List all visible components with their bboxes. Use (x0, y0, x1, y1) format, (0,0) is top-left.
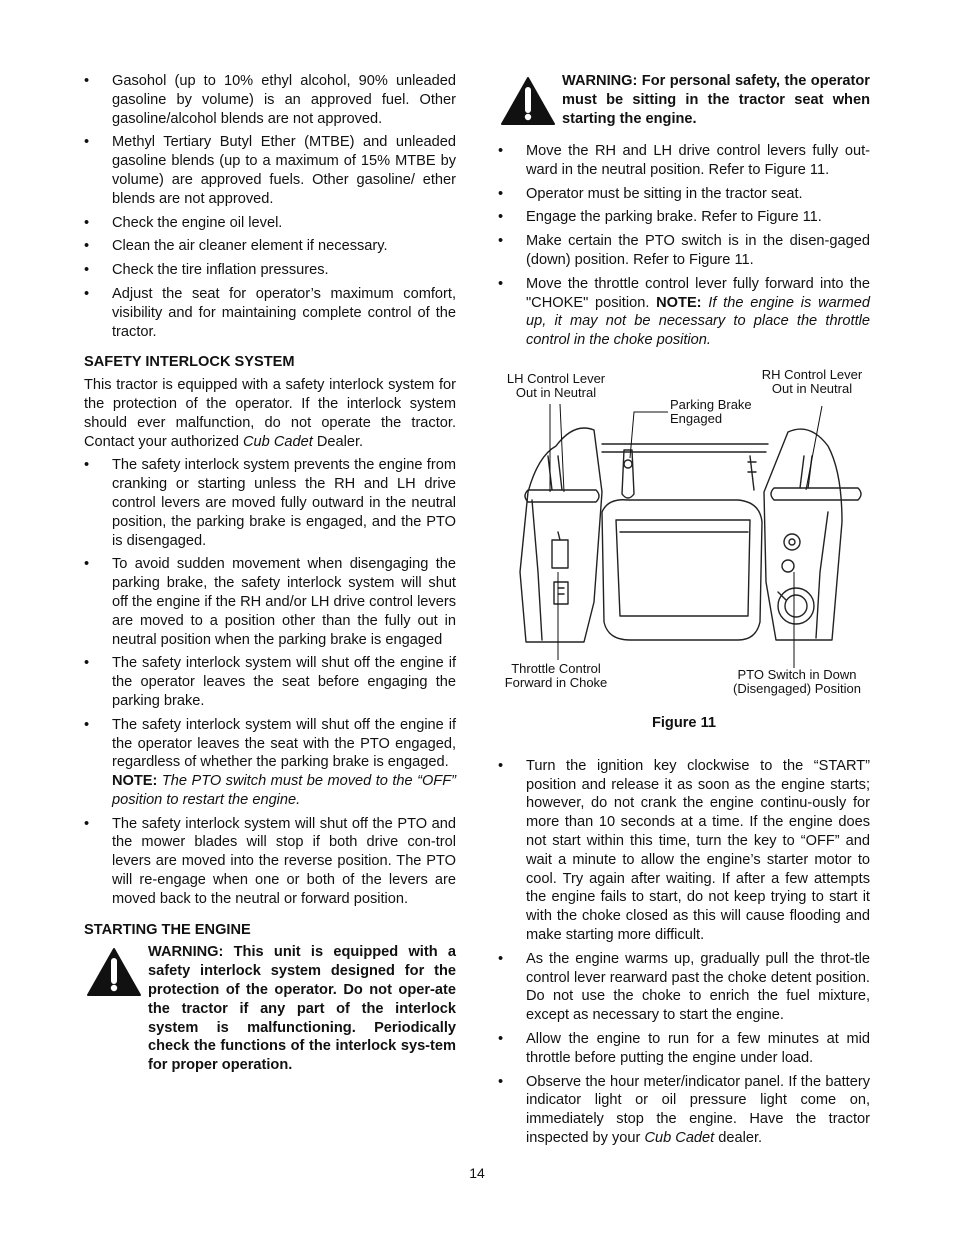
warning-triangle-icon (86, 947, 142, 997)
list-item-end: dealer. (714, 1129, 763, 1146)
list-item: • The safety interlock system prevents the engine from cranking or starting unless the RH and LH drive control levers are moved fully outward in the neutral position, the parking brake is engaged, and the PTO is disengaged. (84, 456, 456, 550)
label-line: (Disengaged) Position (733, 680, 861, 696)
page-number: 14 (469, 1165, 485, 1181)
list-item: • Gasohol (up to 10% ethyl alcohol, 90% unleaded gasoline by volume) is an approved fuel. Other gasoline/alcohol blends are not approved. (84, 72, 456, 128)
warning-text: WARNING: For personal safety, the operator must be sitting in the tractor seat when starting the engine. (562, 73, 870, 127)
brand-name: Cub Cadet (644, 1129, 715, 1146)
label-line: RH Control Lever (761, 366, 863, 382)
list-item: • Adjust the seat for operator’s maximum comfort, visibility and for maintaining complete control of the tractor. (84, 285, 456, 341)
warning-triangle-icon (500, 76, 556, 126)
label-line: Throttle Control (511, 660, 601, 676)
left-column (84, 72, 456, 1085)
label-line: PTO Switch in Down (737, 666, 857, 682)
list-item-text: The safety interlock system will shut off the engine if the operator leaves the seat with the PTO engaged, regardless of whether the parking brake is engaged. (112, 716, 456, 771)
safety-intro-paragraph (84, 376, 456, 451)
right-column (498, 72, 870, 1153)
list-item: • Operator must be sitting in the tractor seat. (498, 185, 870, 204)
list-item: • To avoid sudden movement when disengaging the parking brake, the safety interlock system will shut off the engine if the RH and/or LH drive control levers are moved to a position other than the fully out in neutral position when the parking brake is engaged (84, 555, 456, 649)
label-line: Engaged (670, 410, 723, 426)
warning-text: WARNING: This unit is equipped with a safety interlock system designed for the protection of the operator. Do not oper-ate the tractor if any part of the interlock system is malfunctioning. Periodically check the functions of the interlock sys-tem for proper operation. (148, 944, 456, 1074)
warning-block-interlock (84, 943, 456, 1075)
list-item: • As the engine warms up, gradually pull the throt-tle control lever rearward past the choke detent position. Do not use the choke to enrich the fuel mixture, except as necessary to start the engine. (498, 950, 870, 1025)
tractor-controls-drawing (498, 372, 870, 712)
safety-intro-end: Dealer. (312, 433, 364, 450)
warning-block-seat (498, 72, 870, 132)
note-label: NOTE: (656, 294, 702, 311)
list-item: • Check the tire inflation pressures. (84, 261, 456, 280)
figure-caption: Figure 11 (651, 714, 717, 731)
list-item: • Make certain the PTO switch is in the disen-gaged (down) position. Refer to Figure 11. (498, 232, 870, 270)
list-item (84, 716, 456, 810)
note-text: The PTO switch must be moved to the “OFF” position to restart the engine. (112, 773, 456, 808)
list-item: • Allow the engine to run for a few minutes at mid throttle before putting the engine under load. (498, 1030, 870, 1068)
label-line: Out in Neutral (515, 384, 597, 400)
list-item (498, 1073, 870, 1148)
list-item: • Clean the air cleaner element if necessary. (84, 237, 456, 256)
label-line: Parking Brake (670, 396, 752, 412)
section-heading-starting-engine: STARTING THE ENGINE (84, 921, 251, 938)
label-line: Out in Neutral (771, 380, 853, 396)
brand-name: Cub Cadet (243, 433, 313, 450)
label-line: Forward in Choke (504, 674, 608, 690)
list-item: • Methyl Tertiary Butyl Ether (MTBE) and unleaded gasoline blends (up to a maximum of 15% MTBE by volume) are approved fuels. Other gasoline/ ether blends are not approved. (84, 133, 456, 208)
list-item: • The safety interlock system will shut off the PTO and the mower blades will stop if both drive con-trol levers are moved into the reverse position. The PTO will re-engage when one or both of the levers are moved back to the neutral or forward position. (84, 815, 456, 909)
list-item-text: Observe the hour meter/indicator panel. If the battery indicator light or oil pressure light come on, immediately stop the engine. Have the tractor inspected by your (526, 1073, 870, 1146)
safety-intro-text: This tractor is equipped with a safety interlock system for the protection of the operator. If the interlock system should ever malfunction, do not operate the tractor. Contact your authorized (84, 377, 456, 450)
label-line: LH Control Lever (506, 370, 606, 386)
list-item: • Check the engine oil level. (84, 214, 456, 233)
list-item: • Engage the parking brake. Refer to Figure 11. (498, 208, 870, 227)
list-item: • The safety interlock system will shut off the engine if the operator leaves the seat before engaging the parking brake. (84, 654, 456, 710)
figure-11-illustration (498, 366, 870, 712)
note-label: NOTE: (112, 773, 158, 790)
section-heading-safety-interlock: SAFETY INTERLOCK SYSTEM (84, 354, 295, 371)
list-item (498, 275, 870, 350)
note-text: If the engine is warmed up, it may not be necessary to place the throttle control in the choke position. (526, 294, 870, 349)
list-item: • Turn the ignition key clockwise to the “START” position and release it as soon as the engine starts; however, do not crank the engine continu-ously for more than 10 seconds at a time. If the engine does not start within this time, turn the key to “OFF” and wait a minute to allow the engine’s starter motor to cool. Try again after waiting. If after a few attempts the engine fails to start, do not keep trying to start it with the choke closed as this will cause flooding and make starting more difficult. (498, 757, 870, 945)
list-item: • Move the RH and LH drive control levers fully out-ward in the neutral position. Refer to Figure 11. (498, 142, 870, 180)
list-item-text: Move the throttle control lever fully forward into the "CHOKE" position. (526, 275, 870, 311)
